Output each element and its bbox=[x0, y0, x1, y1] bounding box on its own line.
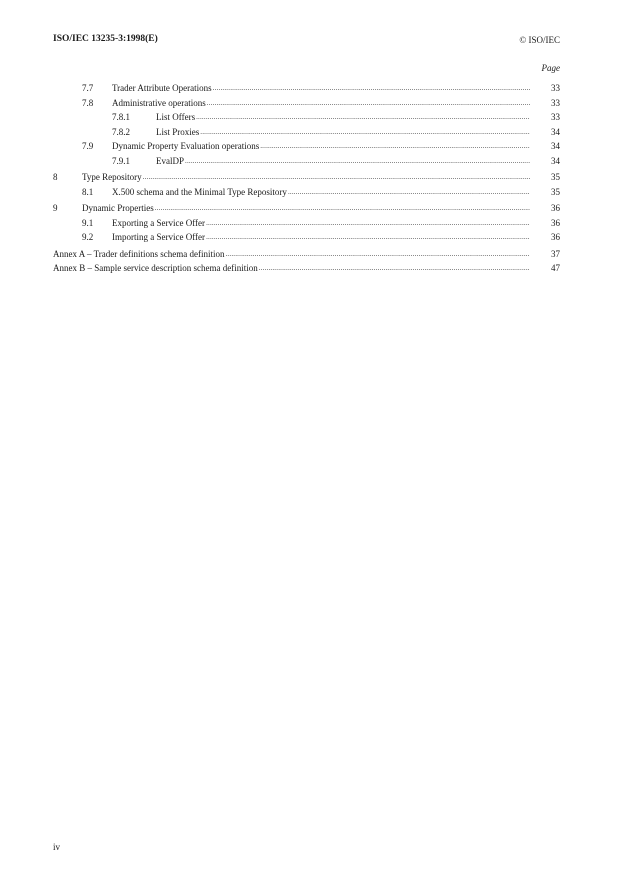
dot-leader bbox=[196, 112, 530, 123]
toc-entry[interactable] bbox=[53, 112, 560, 127]
toc-entry-page: 33 bbox=[551, 97, 560, 108]
dot-leader bbox=[200, 127, 530, 138]
toc-entry-title: Annex A – Trader definitions schema definition bbox=[53, 248, 225, 259]
toc-entry[interactable] bbox=[53, 98, 560, 113]
toc-entry-page: 33 bbox=[551, 83, 560, 93]
toc-entry-number: 7.9 bbox=[82, 141, 94, 151]
toc-entry-number: 9.1 bbox=[82, 217, 94, 228]
toc-entry-number: 9 bbox=[53, 203, 58, 213]
toc-entry-number: 7.7 bbox=[82, 83, 94, 93]
toc-entry-number: 7.8.1 bbox=[112, 112, 130, 122]
dot-leader bbox=[155, 203, 530, 214]
copyright-notice: © ISO/IEC bbox=[519, 35, 560, 45]
toc-entry[interactable] bbox=[53, 263, 560, 278]
dot-leader bbox=[143, 172, 530, 183]
toc-entry-title: X.500 schema and the Minimal Type Repository bbox=[112, 186, 287, 197]
toc-entry-title: List Proxies bbox=[156, 126, 200, 137]
toc-entry[interactable] bbox=[53, 141, 560, 156]
toc-entry[interactable] bbox=[53, 232, 560, 247]
toc-entry-page: 36 bbox=[551, 217, 560, 228]
toc-entry[interactable] bbox=[53, 249, 560, 264]
toc-entry-title: Type Repository bbox=[82, 172, 142, 182]
dot-leader bbox=[207, 98, 530, 109]
toc-entry-number: 9.2 bbox=[82, 232, 94, 242]
toc-entry-title: Dynamic Property Evaluation operations bbox=[112, 141, 260, 151]
toc-entry[interactable] bbox=[53, 218, 560, 233]
toc-entry-title: Annex B – Sample service description schema definition bbox=[53, 263, 258, 273]
toc-entry-number: 8 bbox=[53, 172, 58, 182]
toc-entry-number: 7.8.2 bbox=[112, 126, 130, 137]
toc-entry-title: Importing a Service Offer bbox=[112, 232, 206, 242]
toc-entry-page: 34 bbox=[551, 141, 560, 151]
toc-entry[interactable] bbox=[53, 83, 560, 98]
toc-entry-title: Exporting a Service Offer bbox=[112, 217, 206, 228]
dot-leader bbox=[259, 263, 530, 274]
toc-entry-title: List Offers bbox=[156, 112, 196, 122]
dot-leader bbox=[213, 83, 530, 94]
toc-entry-number: 7.8 bbox=[82, 97, 94, 108]
dot-leader bbox=[185, 156, 530, 167]
toc-entry-number: 7.9.1 bbox=[112, 155, 130, 166]
toc-entry[interactable] bbox=[53, 203, 560, 218]
toc-entry-title: Dynamic Properties bbox=[82, 203, 154, 213]
toc-entry-page: 35 bbox=[551, 186, 560, 197]
toc-entry-page: 36 bbox=[551, 232, 560, 242]
toc-entry-page: 35 bbox=[551, 172, 560, 182]
page-column-label: Page bbox=[541, 63, 560, 73]
toc-entry-title: Trader Attribute Operations bbox=[112, 83, 212, 93]
toc-entry-page: 37 bbox=[551, 248, 560, 259]
toc-entry-page: 36 bbox=[551, 203, 560, 213]
toc-entry[interactable] bbox=[53, 156, 560, 171]
dot-leader bbox=[288, 187, 530, 198]
toc-entry-number: 8.1 bbox=[82, 186, 94, 197]
toc-entry[interactable] bbox=[53, 127, 560, 142]
dot-leader bbox=[206, 232, 530, 243]
toc-entry-title: Administrative operations bbox=[112, 97, 206, 108]
toc-entry[interactable] bbox=[53, 172, 560, 187]
dot-leader bbox=[206, 218, 530, 229]
toc-entry[interactable] bbox=[53, 187, 560, 202]
toc-entry-page: 47 bbox=[551, 263, 560, 273]
page-number: iv bbox=[53, 842, 61, 852]
dot-leader bbox=[260, 141, 530, 152]
document-id: ISO/IEC 13235-3:1998(E) bbox=[53, 34, 158, 44]
toc-entry-page: 33 bbox=[551, 112, 560, 122]
toc-entry-page: 34 bbox=[551, 126, 560, 137]
dot-leader bbox=[225, 249, 530, 260]
toc-entry-title: EvalDP bbox=[156, 155, 184, 166]
toc-entry-page: 34 bbox=[551, 155, 560, 166]
